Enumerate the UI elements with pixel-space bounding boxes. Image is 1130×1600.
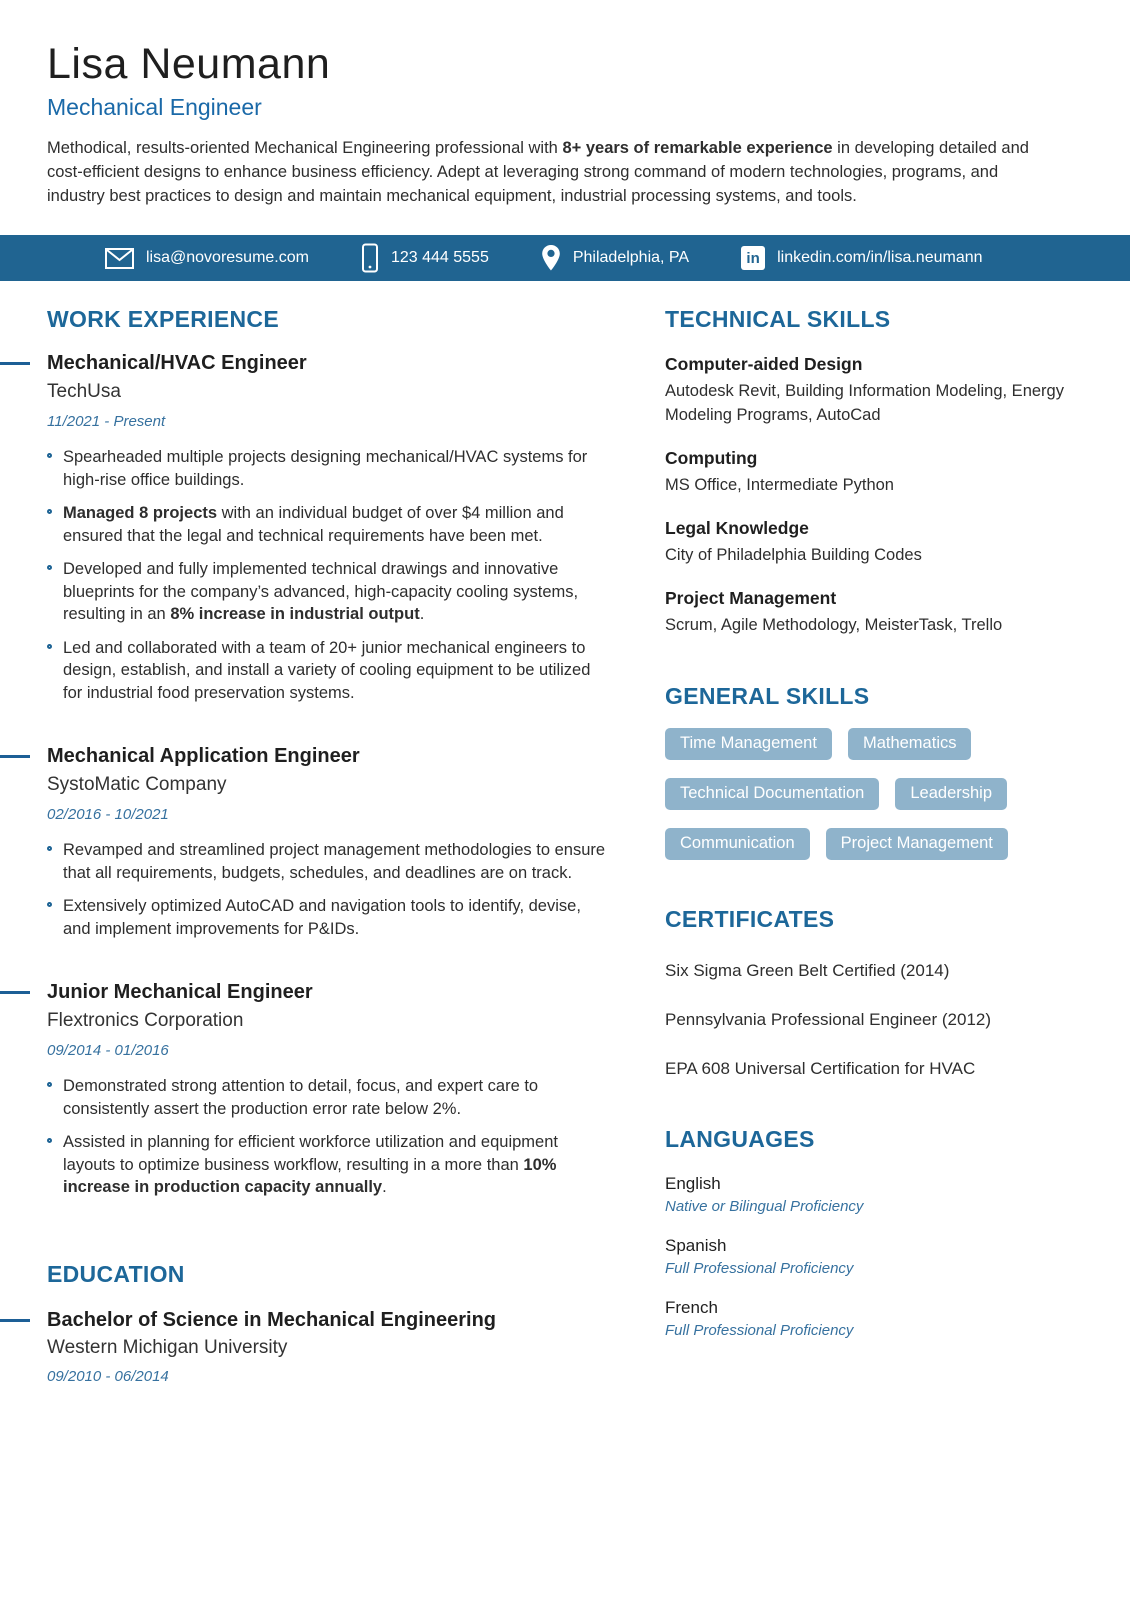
language-item: [665, 1174, 1085, 1215]
skill-group-label: Computer-aided Design: [665, 354, 863, 375]
contact-location-text: Philadelphia, PA: [572, 249, 690, 267]
bullet-icon: [47, 1082, 52, 1087]
skill-tag: Communication: [665, 828, 810, 860]
phone-icon: [361, 243, 379, 273]
job-company: TechUsa: [47, 381, 121, 403]
skill-group: [665, 354, 1085, 427]
contact-email: [105, 248, 309, 269]
technical-skills-section: [665, 306, 1085, 637]
bullet-text: Developed and fully implemented technical drawings and innovative blueprints for the company’s advanced, high-capacity cooling systems, resulting in an: [63, 560, 579, 624]
skill-group-items: MS Office, Intermediate Python: [665, 476, 894, 495]
languages-section: [665, 1126, 1085, 1339]
job-title: Mechanical/HVAC Engineer: [47, 352, 307, 375]
skill-tag: Time Management: [665, 728, 832, 760]
header: [0, 0, 1130, 208]
job-entry: [47, 351, 610, 704]
job-entry: [47, 744, 610, 940]
language-level: Full Professional Proficiency: [665, 1260, 854, 1278]
right-column: [665, 306, 1085, 1385]
bullet-icon: [47, 644, 52, 649]
job-company: Flextronics Corporation: [47, 1010, 244, 1032]
contact-linkedin-text: linkedin.com/in/lisa.neumann: [777, 249, 983, 267]
bullet-item: [47, 637, 610, 705]
bullet-text-bold: Managed 8 projects: [63, 504, 218, 523]
language-name: English: [665, 1174, 721, 1194]
accent-dash: [0, 991, 30, 994]
summary-post: in developing detailed and cost-efficient designs to enhance business efficiency. Adept at leveraging strong command of modern technologies, programs, and industry best practices to design and maintain mechanical equipment, industrial processing systems, and tools.: [47, 139, 1029, 206]
bullet-text: Assisted in planning for efficient workforce utilization and equipment layouts to optimize business workflow, resulting in a more than: [63, 1133, 558, 1174]
bullet-item: [47, 502, 610, 547]
general-skills-heading: GENERAL SKILLS: [665, 683, 870, 710]
contact-bar: [0, 235, 1130, 281]
job-header: [47, 980, 610, 1059]
job-dates: 11/2021 - Present: [47, 413, 166, 431]
skill-group: [665, 588, 1085, 637]
bullet-icon: [47, 846, 52, 851]
skill-group-items: Autodesk Revit, Building Information Modeling, Energy Modeling Programs, AutoCad: [665, 382, 1064, 425]
education-heading: EDUCATION: [47, 1260, 185, 1287]
certificate-item: Pennsylvania Professional Engineer (2012): [665, 1010, 992, 1030]
education-entry: [47, 1308, 610, 1385]
bullet-text: .: [382, 1178, 387, 1197]
skill-group-label: Computing: [665, 448, 758, 469]
contact-phone: [361, 243, 489, 273]
education-degree: Bachelor of Science in Mechanical Engineering: [47, 1308, 497, 1331]
person-name: Lisa Neumann: [47, 40, 331, 88]
bullet-item: [47, 895, 610, 940]
contact-linkedin: [741, 246, 982, 270]
bullet-icon: [47, 453, 52, 458]
bullet-item: [47, 1075, 610, 1120]
certificate-item: EPA 608 Universal Certification for HVAC: [665, 1059, 976, 1079]
job-bullets: [47, 1075, 610, 1199]
accent-dash: [0, 1319, 30, 1322]
contact-location: [541, 244, 689, 272]
job-title: Mechanical Application Engineer: [47, 745, 360, 768]
bullet-text: Spearheaded multiple projects designing mechanical/HVAC systems for high-rise office buildings.: [63, 448, 588, 489]
language-name: Spanish: [665, 1236, 727, 1256]
skill-tag: Project Management: [826, 828, 1008, 860]
technical-skills-heading: TECHNICAL SKILLS: [665, 306, 891, 333]
bullet-icon: [47, 509, 52, 514]
person-title: Mechanical Engineer: [47, 94, 262, 121]
bullet-item: [47, 558, 610, 626]
bullet-item: [47, 446, 610, 491]
education-school: Western Michigan University: [47, 1336, 288, 1358]
general-skills-section: [665, 683, 1085, 860]
language-level: Native or Bilingual Proficiency: [665, 1198, 864, 1216]
accent-dash: [0, 362, 30, 365]
language-item: [665, 1236, 1085, 1277]
skill-tag: Technical Documentation: [665, 778, 879, 810]
bullet-text: Extensively optimized AutoCAD and navigation tools to identify, devise, and implement improvements for P&IDs.: [63, 897, 581, 938]
job-dates: 02/2016 - 10/2021: [47, 806, 169, 824]
education-dates: 09/2010 - 06/2014: [47, 1367, 169, 1385]
summary-paragraph: [47, 136, 1057, 208]
skill-group: [665, 448, 1085, 497]
certificates-section: [665, 906, 1085, 1080]
job-company: SystoMatic Company: [47, 774, 227, 796]
skill-group-items: Scrum, Agile Methodology, MeisterTask, Trello: [665, 616, 1003, 635]
bullet-text-bold: 10% increase in production capacity annually: [63, 1155, 557, 1197]
skill-tag: Leadership: [895, 778, 1007, 810]
linkedin-icon: in: [741, 246, 765, 270]
left-column: [47, 306, 610, 1385]
skill-group-label: Project Management: [665, 588, 837, 609]
location-pin-icon: [541, 244, 561, 272]
bullet-text: Revamped and streamlined project management methodologies to ensure that all requirements, budgets, schedules, and deadlines are on track.: [63, 841, 606, 882]
job-bullets: [47, 446, 610, 704]
contact-phone-text: 123 444 5555: [390, 249, 489, 267]
bullet-icon: [47, 565, 52, 570]
job-title: Junior Mechanical Engineer: [47, 981, 313, 1004]
bullet-item: [47, 839, 610, 884]
job-entry: [47, 980, 610, 1199]
bullet-icon: [47, 1138, 52, 1143]
language-name: French: [665, 1298, 718, 1318]
bullet-icon: [47, 902, 52, 907]
certificates-heading: CERTIFICATES: [665, 906, 835, 933]
summary-bold: 8+ years of remarkable experience: [562, 139, 833, 158]
contact-email-text: lisa@novoresume.com: [146, 249, 309, 267]
summary-pre: Methodical, results-oriented Mechanical Engineering professional with: [47, 139, 563, 158]
job-bullets: [47, 839, 610, 940]
language-item: [665, 1298, 1085, 1339]
bullet-text: Demonstrated strong attention to detail, focus, and expert care to consistently assert the production error rate below 2%.: [63, 1077, 539, 1118]
accent-dash: [0, 755, 30, 758]
skill-group: [665, 518, 1085, 567]
skill-group-label: Legal Knowledge: [665, 518, 809, 539]
job-header: [47, 744, 610, 823]
bullet-text: .: [419, 605, 425, 624]
language-level: Full Professional Proficiency: [665, 1322, 854, 1340]
education-section: [47, 1261, 610, 1385]
content-columns: [0, 306, 1130, 1445]
bullet-text-bold: 8% increase in industrial output: [170, 605, 420, 624]
work-experience-heading: WORK EXPERIENCE: [47, 306, 279, 333]
job-header: [47, 351, 610, 430]
bullet-item: [47, 1131, 610, 1199]
email-icon: [105, 248, 134, 269]
bullet-text: Led and collaborated with a team of 20+ junior mechanical engineers to design, establish, and install a variety of cooling equipment to be utilized for industrial food preservation systems.: [63, 638, 591, 702]
languages-heading: LANGUAGES: [665, 1126, 815, 1153]
skill-group-items: City of Philadelphia Building Codes: [665, 546, 922, 565]
bullet-text: with an individual budget of over $4 million and ensured that the legal and technical requirements have been met.: [63, 504, 564, 545]
skill-tags: [665, 728, 1085, 860]
certificate-item: Six Sigma Green Belt Certified (2014): [665, 961, 950, 981]
skill-tag: Mathematics: [848, 728, 972, 760]
job-dates: 09/2014 - 01/2016: [47, 1042, 169, 1060]
